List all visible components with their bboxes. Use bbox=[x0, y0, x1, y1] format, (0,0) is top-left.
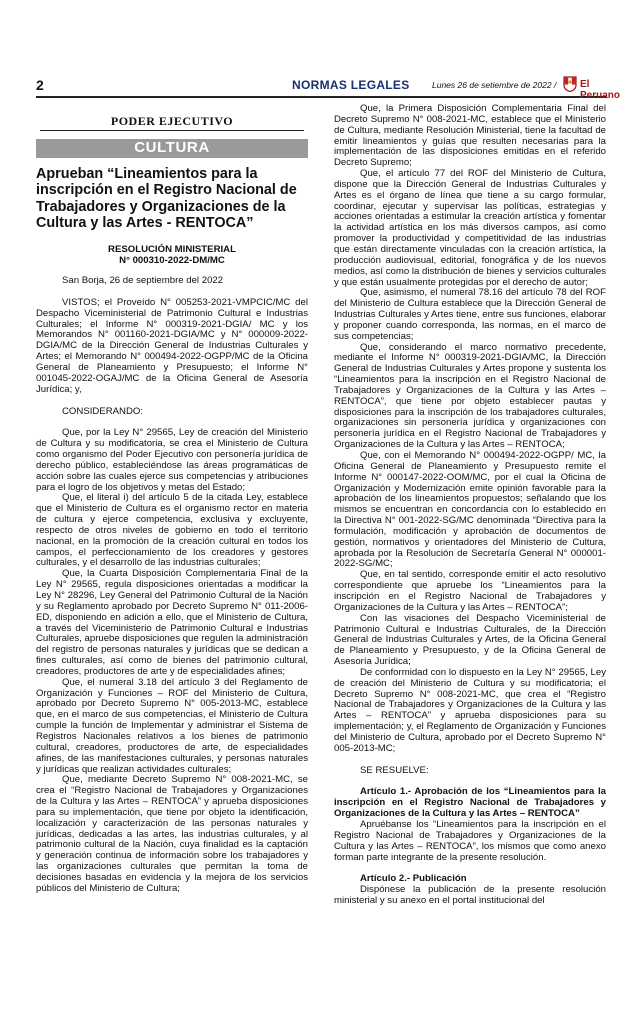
paragraph: Con las visaciones del Despacho Viceministerial de Patrimonio Cultural e Industrias Culturales, de la Dirección General de Industrias Culturales y Artes, de la Oficina General de Planeamiento y Presupuesto, y de la Oficina General de Asesoría Jurídica; bbox=[334, 612, 606, 668]
el-peruano-shield-icon bbox=[563, 76, 577, 92]
considerando-heading: CONSIDERANDO: bbox=[62, 405, 144, 417]
resolution-title: Aprueban “Lineamientos para la inscripción en el Registro Nacional de Trabajadores y Organizaciones de la Cultura y las Artes - RENTOCA” bbox=[36, 165, 297, 232]
power-heading: PODER EJECUTIVO bbox=[40, 116, 304, 131]
article-1-title: Artículo 1.- Aprobación de los “Lineamientos para la inscripción en el Registro Nacional de Trabajadores y Organizaciones de la Cultura y las Artes – RENTOCA” bbox=[334, 786, 606, 820]
place-date: San Borja, 26 de septiembre del 2022 bbox=[62, 275, 224, 287]
sector-band: CULTURA bbox=[36, 139, 308, 158]
issue-date: Lunes 26 de setiembre de 2022 / bbox=[432, 80, 557, 90]
section-title: NORMAS LEGALES bbox=[292, 78, 410, 92]
paragraph: Que, el literal i) del artículo 5 de la citada Ley, establece que el Ministerio de Cultura es el organismo rector en materia de cultura y ejerce competencia, exclusiva y excluyente, respecto de otros niveles de gobierno en todo el territorio nacional, en la promoción de la creación cultural en todos los campos, el perfeccionamiento de los creadores y gestores culturales, y el desarrollo de las industrias culturales; bbox=[36, 492, 308, 569]
paragraph: Que, en tal sentido, corresponde emitir el acto resolutivo correspondiente que apruebe los “Lineamientos para la inscripción en el Registro Nacional de Trabajadores y Organizaciones de la Cultura y las Artes – RENTOCA”; bbox=[334, 569, 606, 613]
article-2-title: Artículo 2.- Publicación bbox=[360, 873, 467, 885]
paragraph: De conformidad con lo dispuesto en la Ley N° 29565, Ley de creación del Ministerio de Cultura y su modificatoria; el Decreto Supremo N° 008-2021-MC, que crea el “Registro Nacional de Trabajadores y Organizaciones de la Cultura y las Artes – RENTOCA” y aprueba disposiciones para su implementación; y, el Reglamento de Organización y Funciones del Ministerio de Cultura, aprobado por el Decreto Supremo N° 005-2013-MC; bbox=[334, 666, 606, 754]
paragraph: Que, la Primera Disposición Complementaria Final del Decreto Supremo N° 008-2021-MC, establece que el Ministerio de Cultura, mediante Resolución Ministerial, tiene la facultad de emitir lineamientos y guías que resulten necesarias para la implementación de las disposiciones emitidas en el referido Decreto Supremo; bbox=[334, 103, 606, 169]
paragraph: Que, por la Ley N° 29565, Ley de creación del Ministerio de Cultura y su modificatoria, se crea el Ministerio de Cultura como organismo del Poder Ejecutivo con personería jurídica de derecho público, estableciéndose las áreas programáticas de acción sobre las cuales ejerce sus competencias y atribuciones para el logro de los objetivos y metas del Estado; bbox=[36, 427, 308, 493]
paragraph: Que, asimismo, el numeral 78.16 del artículo 78 del ROF del Ministerio de Cultura establece que la Dirección General de Industrias Culturales y Artes tiene, entre sus funciones, elaborar y proponer cuando corresponda, las normas, en el marco de sus competencias; bbox=[334, 287, 606, 342]
resolution-code: N° 000310-2022-DM/MC bbox=[119, 255, 225, 267]
article-2-body: Dispónese la publicación de la presente resolución ministerial y su anexo en el portal institucional del bbox=[334, 884, 606, 907]
brand-name: El Peruano bbox=[580, 79, 621, 101]
vistos-paragraph: VISTOS; el Proveído N° 005253-2021-VMPCIC/MC del Despacho Viceministerial de Patrimonio Cultural e Industrias Culturales; el Informe N° 000319-2021-DGIA/ MC y los Memorandos N° 001160-2021-DGIA/MC y N° 000009-2022-DGIA/MC de la Dirección General de Industrias Culturales y Artes; el Memorando N° 000494-2022-OGPP/MC de la Oficina General de Planeamiento y Presupuesto; el Informe N° 001045-2022-OGAJ/MC de la Oficina General de Asesoría Jurídica; y, bbox=[36, 296, 308, 395]
paragraph: Que, el artículo 77 del ROF del Ministerio de Cultura, dispone que la Dirección General de Industrias Culturales y Artes es el órgano de línea que tiene a su cargo formular, coordinar, ejecutar y supervisar las políticas, estrategias y acciones orientadas a estimular la creación artística y fomentar la actividad artística en los más diversos campos, así como promover la productividad y competitividad de las industrias que están directamente vinculadas con la creación artística, la producción audiovisual, editorial, fonográfica y de los nuevos medios, así como la distribución de bienes y servicios culturales y que están usualmente protegidas por el derecho de autor; bbox=[334, 168, 606, 288]
resolution-type: RESOLUCIÓN MINISTERIAL bbox=[108, 244, 236, 256]
paragraph: Que, el numeral 3.18 del artículo 3 del Reglamento de Organización y Funciones – ROF del Ministerio de Cultura, aprobado por Decreto Supremo N° 005-2013-MC, establece que, en el marco de sus competencias, el Ministerio de Cultura cumple la función de Implementar y administrar el Sistema de Registros Nacionales relativos a los bienes de patrimonio cultural, creadores, productores de arte, de especialidades afines, de las manifestaciones culturales, y personas naturales y jurídicas que realizan actividades culturales; bbox=[36, 676, 308, 775]
paragraph: Que, mediante Decreto Supremo N° 008-2021-MC, se crea el “Registro Nacional de Trabajadores y Organizaciones de la Cultura y las Artes – RENTOCA” y aprueba disposiciones para su implementación, que tiene por objeto la identificación, localización y caracterización de las personas naturales y jurídicas, dedicadas a las artes, las industrias culturales, y al patrimonio cultural de la Nación, cuya finalidad es la captación y generación continua de información sobre los trabajadores y las organizaciones culturales que permitan la toma de decisiones basadas en evidencia y la mejora de los servicios públicos del Ministerio de Cultura; bbox=[36, 774, 308, 894]
resuelve-heading: SE RESUELVE: bbox=[360, 764, 429, 776]
paragraph: Que, considerando el marco normativo precedente, mediante el Informe N° 000319-2021-DGIA/MC, la Dirección General de Industrias Culturales y Artes propone y sustenta los “Lineamientos para la inscripción en el Registro Nacional de Trabajadores y Organizaciones de la Cultura y las Artes – RENTOCA”, que tiene por objeto establecer pautas y disposiciones para la inscripción de los trabajadores culturales, organizaciones sin personería jurídica y organizaciones con personería jurídica en el Registro Nacional de Trabajadores y Organizaciones de la Cultura y las Artes – RENTOCA; bbox=[334, 341, 606, 451]
page-header bbox=[36, 76, 621, 101]
left-column bbox=[36, 104, 308, 895]
paragraph: Que, con el Memorando N° 000494-2022-OGPP/ MC, la Oficina General de Planeamiento y Presupuesto remite el Informe N° 000147-2022-OOM/MC, por el cual la Oficina de Organización y Modernización emite opinión favorable para la aprobación de los lineamientos propuestos; señalando que los mismos se encuentran en concordancia con lo establecido en la Directiva N° 001-2022-SG/MC denominada “Directiva para la formulación, modificación y aprobación de documentos de gestión, normativos y orientadores del Ministerio de Cultura, aprobada por la Resolución de Secretaría General N° 000001-2022-SG/MC; bbox=[334, 450, 606, 570]
page-number: 2 bbox=[36, 77, 44, 93]
article-1-body: Apruébanse los “Lineamientos para la inscripción en el Registro Nacional de Trabajadores y Organizaciones de la Cultura y las Artes – RENTOCA”, los mismos que como anexo forman parte integrante de la presente resolución. bbox=[334, 819, 606, 863]
resolution-number bbox=[36, 244, 308, 266]
right-column bbox=[334, 104, 606, 907]
paragraph: Que, la Cuarta Disposición Complementaria Final de la Ley N° 29565, regula disposiciones orientadas a modificar la Ley N° 28296, Ley General del Patrimonio Cultural de la Nación y su Reglamento aprobado por Decreto Supremo N° 011-2006-ED, disponiendo en adición a ello, que el Ministerio de Cultura, a través del Viceministerio de Patrimonio Cultural e Industrias Culturales, apruebe disposiciones que regulen la administración del registro de personas naturales y jurídicas que se dedican a fines culturales, así como de bienes del patrimonio cultural, creadores, productores de arte y de especialidades afines; bbox=[36, 568, 308, 677]
